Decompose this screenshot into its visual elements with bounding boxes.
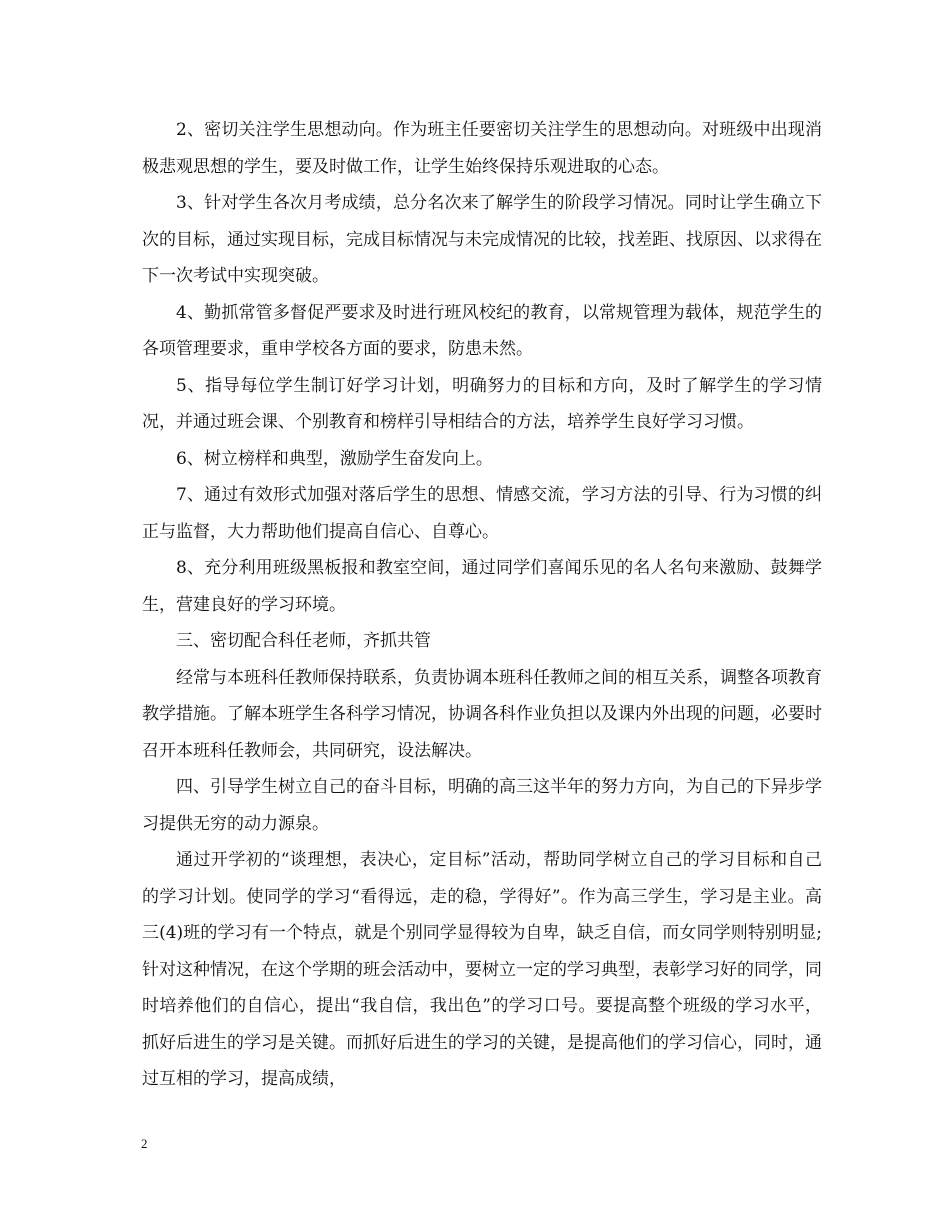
paragraph-item-4: 4、勤抓常管多督促严要求及时进行班风校纪的教育，以常规管理为载体，规范学生的各项管理要求，重申学校各方面的要求，防患未然。: [142, 302, 822, 359]
page-number: 2: [141, 1136, 148, 1151]
paragraph-body: 通过开学初的“谈理想，表决心，定目标”活动，帮助同学树立自己的学习目标和自己的学习计划。使同学的学习“看得远，走的稳，学得好”。作为高三学生，学习是主业。高三(4)班的学习有一个特点，就是个别同学显得较为自卑，缺乏自信，而女同学则特别明显;针对这种情况，在这个学期的班会活动中，要树立一定的学习典型，表彰学习好的同学，同时培养他们的自信心，提出“我自信，我出色”的学习口号。要提高整个班级的学习水平，抓好后进生的学习是关键。而抓好后进生的学习的关键，是提高他们的学习信心，同时，通过互相的学习，提高成绩，: [142, 850, 822, 1089]
paragraph-item-6: 6、树立榜样和典型，激励学生奋发向上。: [176, 448, 493, 469]
section-heading-4: 四、引导学生树立自己的奋斗目标，明确的高三这半年的努力方向，为自己的下异步学习提供无穷的动力源泉。: [142, 777, 822, 834]
paragraph-item-3: 3、针对学生各次月考成绩，总分名次来了解学生的阶段学习情况。同时让学生确立下次的目标，通过实现目标，完成目标情况与未完成情况的比较，找差距、找原因、以求得在下一次考试中实现突破。: [142, 193, 822, 286]
document-body: [142, 112, 822, 1098]
paragraph-item-7: 7、通过有效形式加强对落后学生的思想、情感交流，学习方法的引导、行为习惯的纠正与监督，大力帮助他们提高自信心、自尊心。: [142, 485, 822, 542]
paragraph-body: 经常与本班科任教师保持联系，负责协调本班科任教师之间的相互关系，调整各项教育教学措施。了解本班学生各科学习情况，协调各科作业负担以及课内外出现的问题，必要时召开本班科任教师会，共同研究，设法解决。: [142, 667, 822, 761]
paragraph-item-2: 2、密切关注学生思想动向。作为班主任要密切关注学生的思想动向。对班级中出现消极悲观思想的学生，要及时做工作，让学生始终保持乐观进取的心态。: [142, 120, 822, 177]
section-heading-3: 三、密切配合科任老师，齐抓共管: [176, 631, 431, 651]
paragraph-item-8: 8、充分利用班级黑板报和教室空间，通过同学们喜闻乐见的名人名句来激励、鼓舞学生，营建良好的学习环境。: [142, 558, 822, 615]
paragraph-item-5: 5、指导每位学生制订好学习计划，明确努力的目标和方向，及时了解学生的学习情况，并通过班会课、个别教育和榜样引导相结合的方法，培养学生良好学习习惯。: [142, 375, 822, 432]
